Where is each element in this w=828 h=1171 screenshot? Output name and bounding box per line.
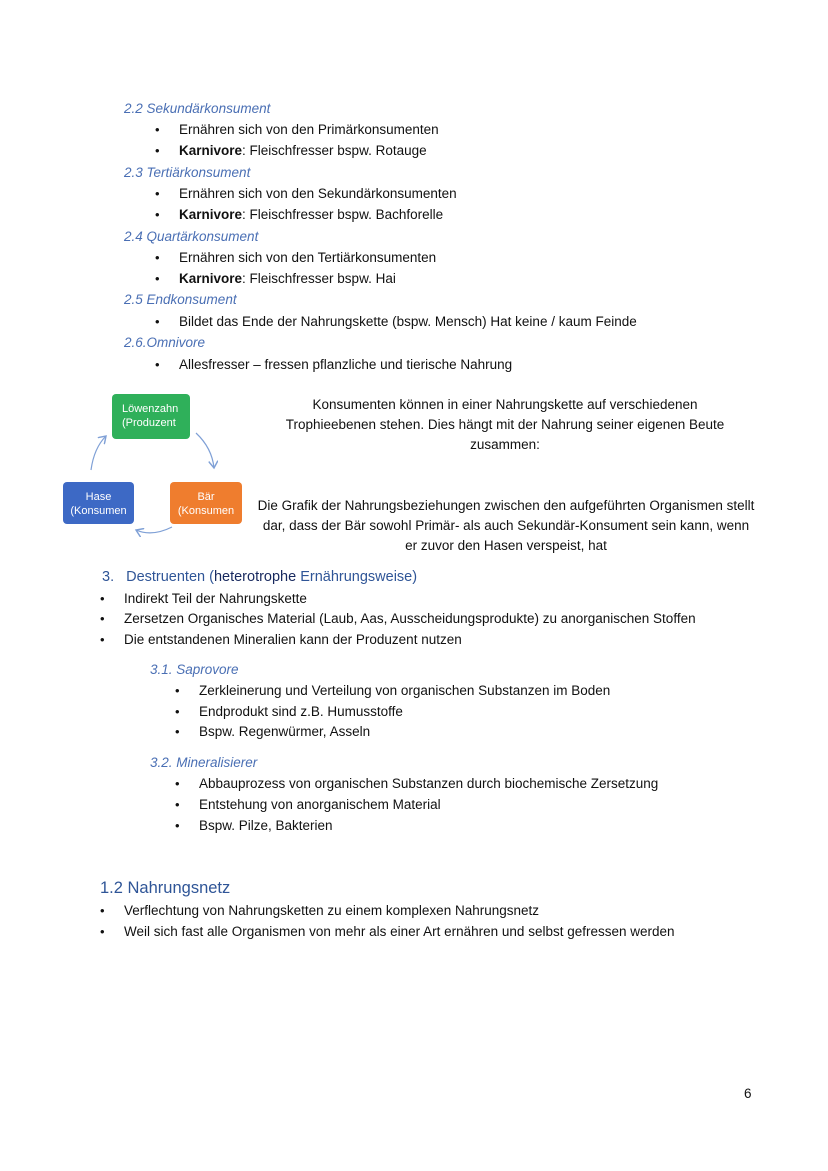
bullet-icon: • [175,776,180,791]
list-item: • Endprodukt sind z.B. Humusstoffe [175,704,403,719]
list-item: • Indirekt Teil der Nahrungskette [100,591,307,606]
list-item: • Karnivore: Fleischfresser bspw. Hai [155,271,396,286]
heading-2-3: 2.3 Tertiärkonsument [124,165,251,180]
heading-2-5: 2.5 Endkonsument [124,292,237,307]
list-item: • Bildet das Ende der Nahrungskette (bspw. Mensch) Hat keine / kaum Feinde [155,314,637,329]
list-item: • Zerkleinerung und Verteilung von organischen Substanzen im Boden [175,683,611,698]
bullet-icon: • [100,903,105,918]
page-number: 6 [744,1086,752,1101]
heading-3-destruenten: 3. Destruenten (heterotrophe Ernährungsweise) [102,569,418,585]
bullet-icon: • [175,724,180,739]
node-loewenzahn: Löwenzahn (Produzent [112,394,190,439]
heading-3-1: 3.1. Saprovore [150,662,239,677]
bullet-icon: • [155,143,160,158]
heading-1-2-nahrungsnetz: 1.2 Nahrungsnetz [100,879,231,897]
bullet-icon: • [155,357,160,372]
bullet-icon: • [155,207,160,222]
bullet-icon: • [175,683,180,698]
arrow-to-baer [196,433,214,468]
list-item: • Allesfresser – fressen pflanzliche und tierische Nahrung [155,357,513,372]
bullet-icon: • [175,797,180,812]
list-item: • Zersetzen Organisches Material (Laub, Aas, Ausscheidungsprodukte) zu anorganischen Stoffen [100,611,696,626]
list-item: • Die entstandenen Mineralien kann der Produzent nutzen [100,632,462,647]
bullet-icon: • [155,271,160,286]
arrow-to-loewenzahn [91,436,106,470]
bullet-icon: • [175,818,180,833]
bullet-icon: • [155,314,160,329]
bullet-icon: • [155,122,160,137]
list-item: • Bspw. Pilze, Bakterien [175,818,333,833]
list-item: • Entstehung von anorganischem Material [175,797,441,812]
heading-2-4: 2.4 Quartärkonsument [124,229,259,244]
heading-2-2: 2.2 Sekundärkonsument [124,101,271,116]
paragraph-grafik: Die Grafik der Nahrungsbeziehungen zwischen den aufgeführten Organismen stellt dar, dass der Bär sowohl Primär- als auch Sekundär-Konsument sein kann, wenn er zuvor den Hasen verspeist, hat [257,498,755,553]
heading-2-6: 2.6.Omnivore [124,335,206,350]
heading-3-2: 3.2. Mineralisierer [150,755,258,770]
list-item: • Ernähren sich von den Tertiärkonsumenten [155,250,437,265]
list-item: • Verflechtung von Nahrungsketten zu einem komplexen Nahrungsnetz [100,903,539,918]
bullet-icon: • [100,924,105,939]
bullet-icon: • [100,591,105,606]
node-hase: Hase (Konsumen [63,482,134,524]
list-item: • Weil sich fast alle Organismen von mehr als einer Art ernähren und selbst gefressen werden [100,924,675,939]
bullet-icon: • [175,704,180,719]
node-baer: Bär (Konsumen [170,482,242,524]
list-item: • Karnivore: Fleischfresser bspw. Bachforelle [155,207,444,222]
bullet-icon: • [100,611,105,626]
paragraph-konsumenten: Konsumenten können in einer Nahrungskette auf verschiedenen Trophieebenen stehen. Dies hängt mit der Nahrung seiner eigenen Beute zusammen: [285,397,725,452]
bullet-icon: • [155,186,160,201]
list-item: • Bspw. Regenwürmer, Asseln [175,724,371,739]
list-item: • Ernähren sich von den Primärkonsumenten [155,122,439,137]
list-item: • Ernähren sich von den Sekundärkonsumenten [155,186,457,201]
list-item: • Abbauprozess von organischen Substanzen durch biochemische Zersetzung [175,776,659,791]
bullet-icon: • [155,250,160,265]
bullet-icon: • [100,632,105,647]
arrow-to-hase [136,527,172,533]
list-item: • Karnivore: Fleischfresser bspw. Rotauge [155,143,427,158]
